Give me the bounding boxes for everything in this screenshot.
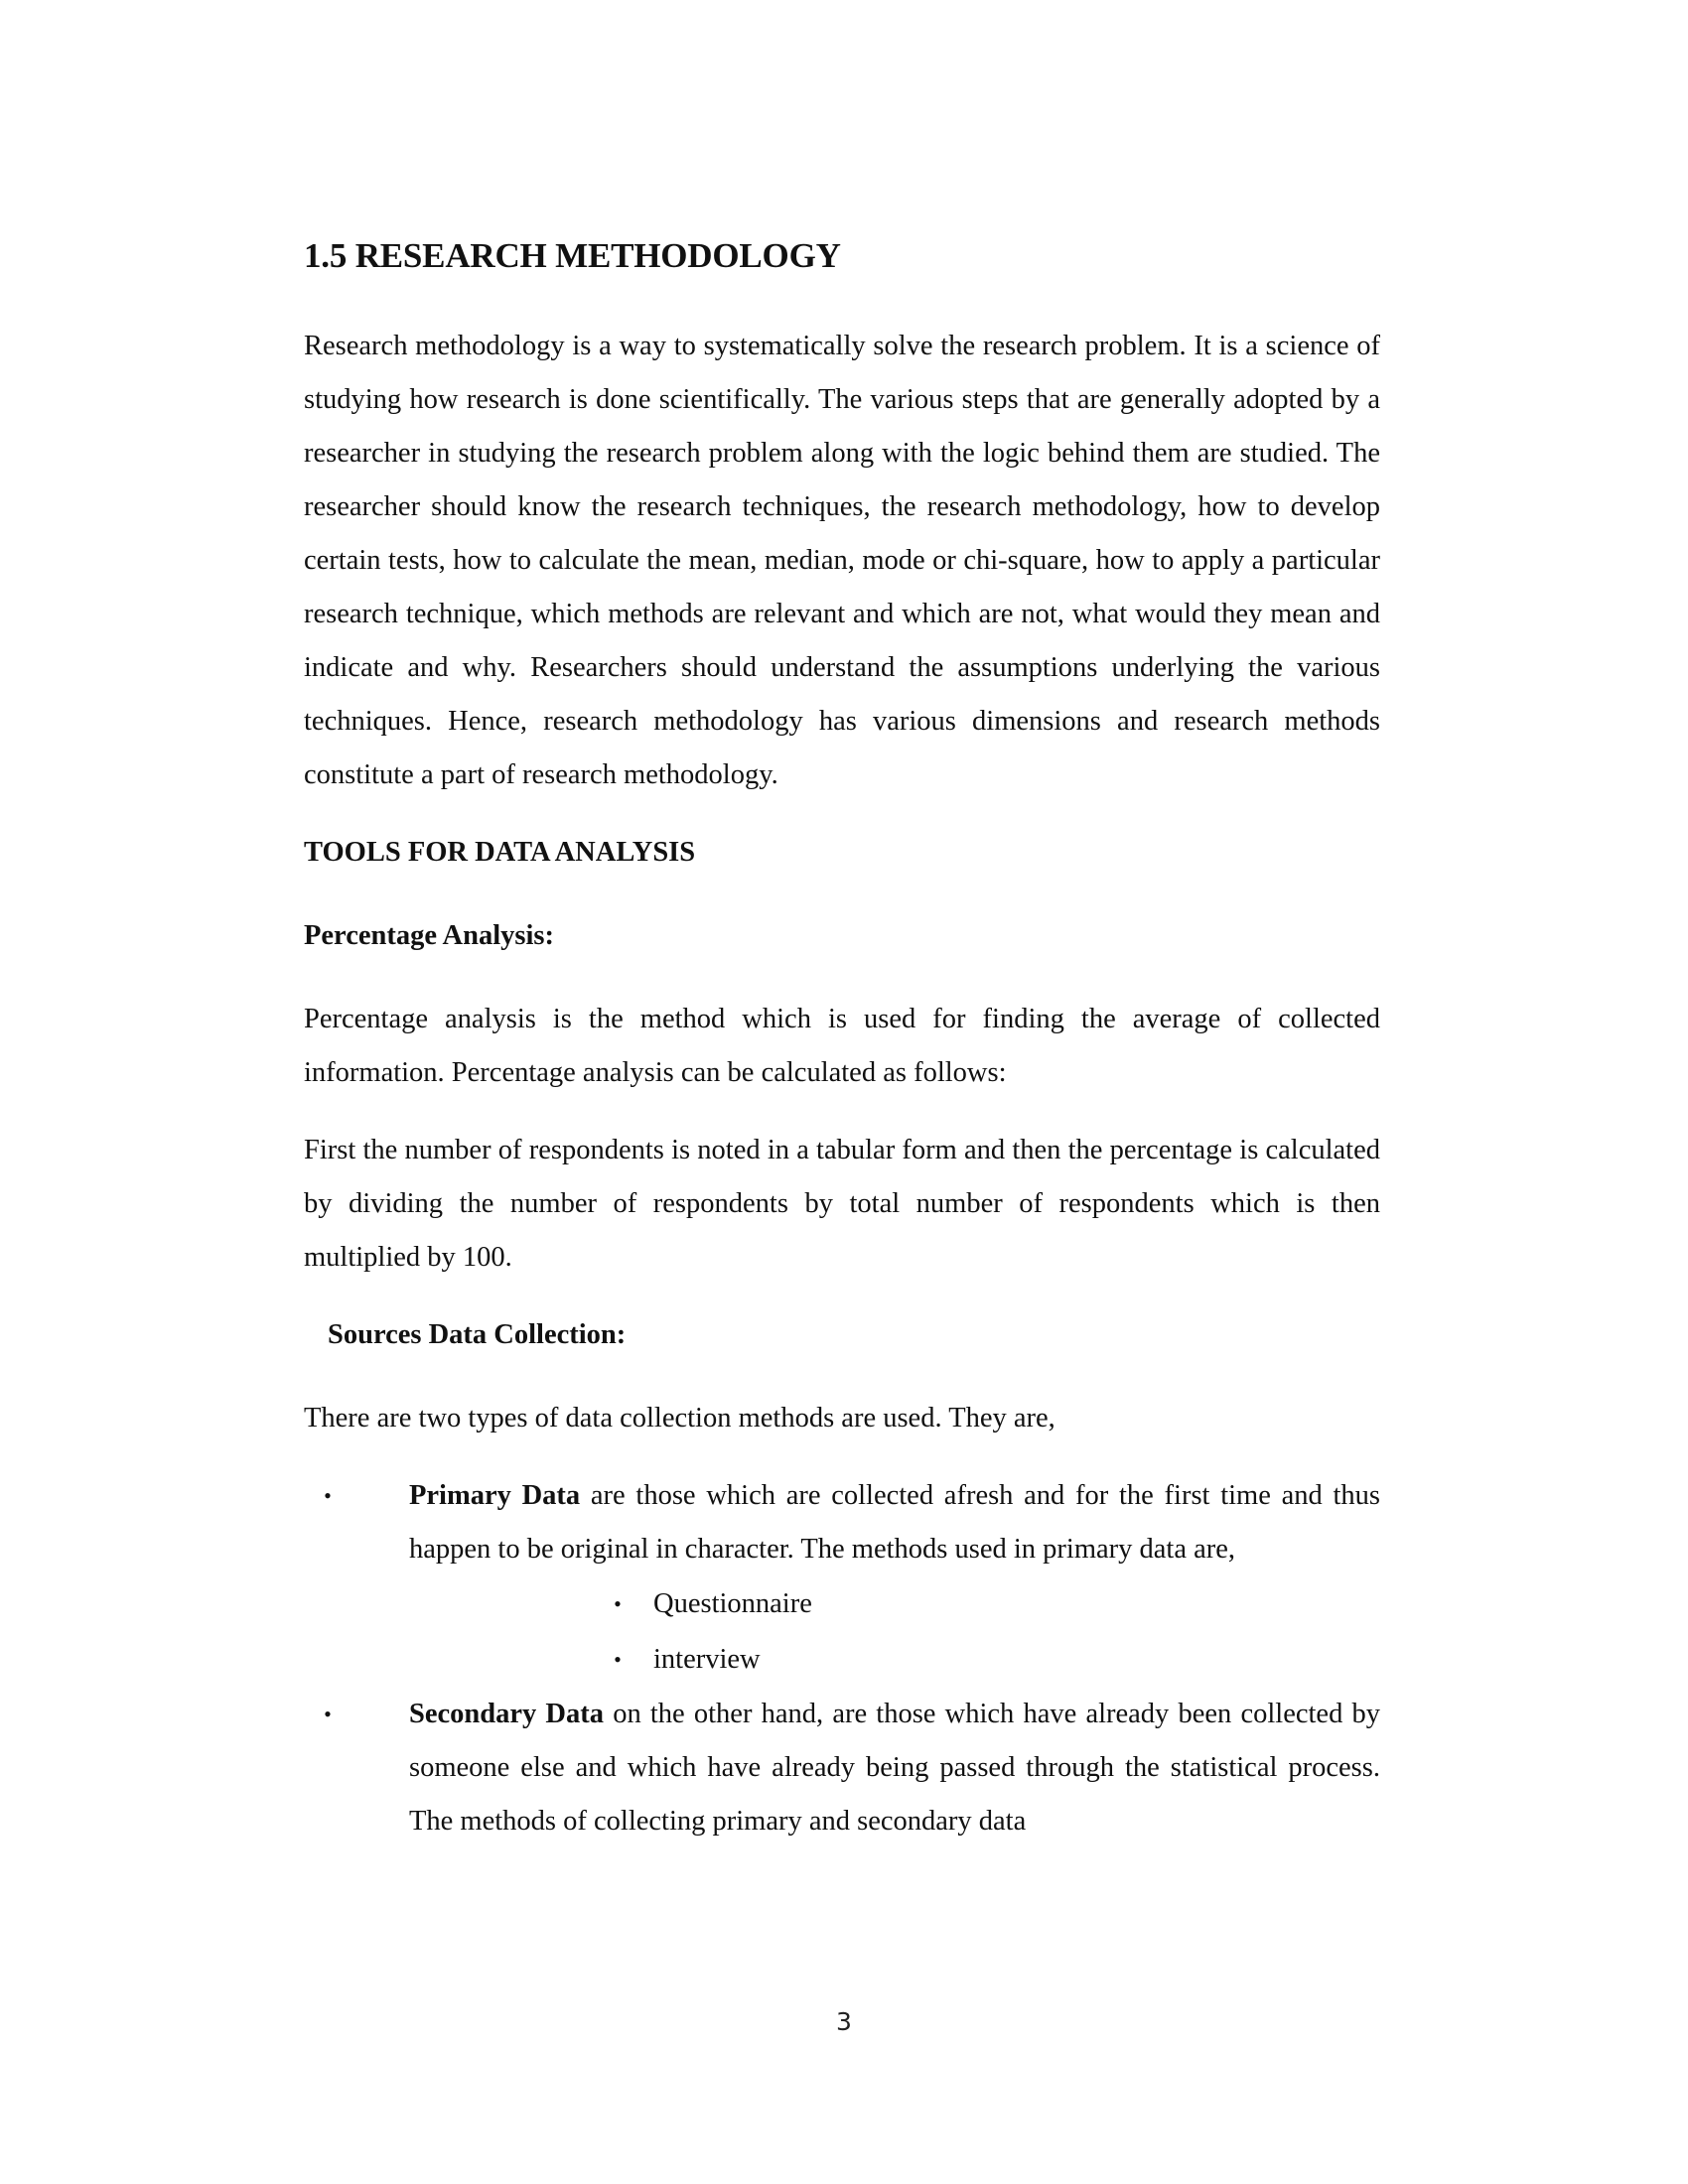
primary-method-label: Questionnaire xyxy=(653,1588,812,1619)
primary-data-text: are those which are collected afresh and for the first time and thus happen to be original in character. The methods used in primary data are, xyxy=(409,1480,1380,1565)
percentage-paragraph-1: Percentage analysis is the method which is used for finding the average of collected information. Percentage analysis can be calculated as follows: xyxy=(304,1004,1380,1088)
primary-data-term: Primary Data xyxy=(409,1480,581,1511)
percentage-paragraph-2: First the number of respondents is noted in a tabular form and then the percentage is calculated by dividing the number of respondents by total number of respondents which is then multiplied by 100. xyxy=(304,1135,1380,1273)
data-types-list xyxy=(304,1469,1380,1576)
secondary-data-term: Secondary Data xyxy=(409,1699,605,1729)
intro-paragraph: Research methodology is a way to systematically solve the research problem. It is a science of studying how research is done scientifically. The various steps that are generally adopted by a researcher in studying the research problem along with the logic behind them are studied. The researcher should know the research techniques, the research methodology, how to develop certain tests, how to calculate the mean, median, mode or chi-square, how to apply a particular research technique, which methods are relevant and which are not, what would they mean and indicate and why. Researchers should understand the assumptions underlying the various techniques. Hence, research methodology has various dimensions and research methods constitute a part of research methodology. xyxy=(304,331,1380,790)
page-number: 3 xyxy=(836,2007,852,2036)
tools-heading: TOOLS FOR DATA ANALYSIS xyxy=(304,837,696,868)
bullet-icon: • xyxy=(614,1647,622,1672)
bullet-icon: • xyxy=(324,1702,332,1726)
primary-method-item xyxy=(304,1632,1380,1688)
secondary-data-text: on the other hand, are those which have already been collected by someone else and which have already being passed through the statistical process. The methods of collecting primary and secondary data xyxy=(409,1699,1381,1837)
primary-method-label: interview xyxy=(653,1644,761,1675)
primary-data-item xyxy=(304,1469,1380,1576)
bullet-icon: • xyxy=(324,1483,332,1508)
data-types-list-continued xyxy=(304,1688,1380,1848)
secondary-data-item xyxy=(304,1688,1380,1848)
primary-methods-list xyxy=(304,1576,1380,1688)
page-content xyxy=(304,226,1380,1848)
sources-intro: There are two types of data collection methods are used. They are, xyxy=(304,1403,1055,1433)
section-title: 1.5 RESEARCH METHODOLOGY xyxy=(304,236,841,275)
bullet-icon: • xyxy=(614,1591,622,1616)
sources-heading: Sources Data Collection: xyxy=(328,1319,627,1350)
primary-method-item xyxy=(304,1576,1380,1632)
percentage-heading: Percentage Analysis: xyxy=(304,920,554,951)
